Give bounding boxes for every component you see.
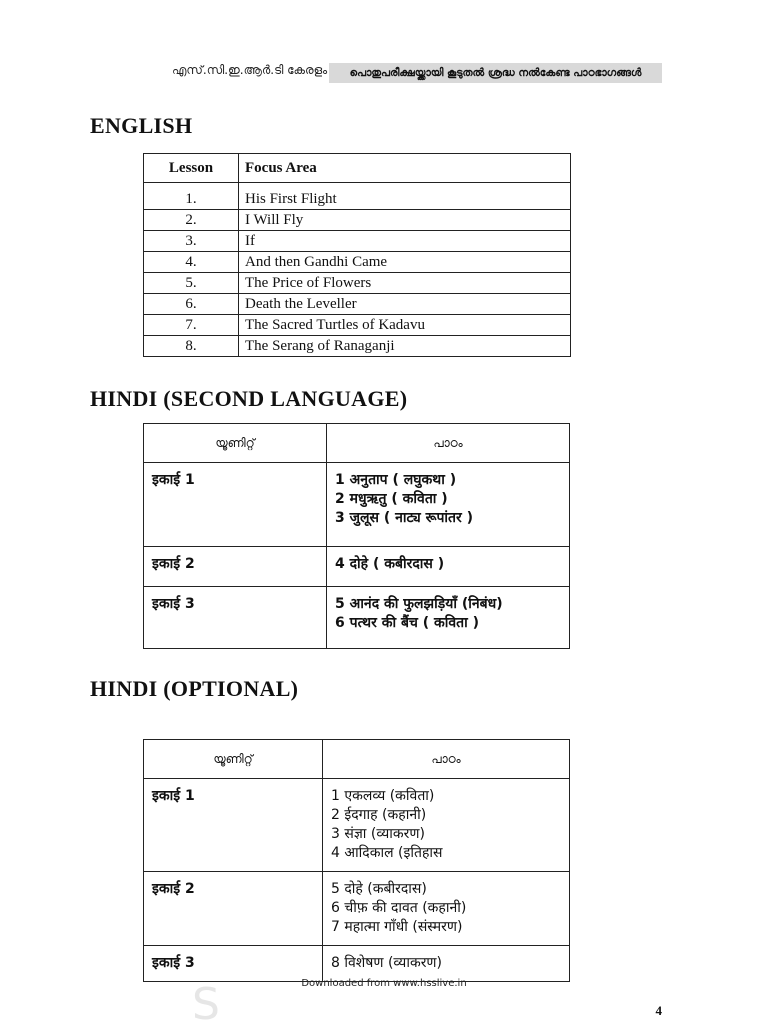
hindi-optional-col-unit: യൂണിറ്റ് xyxy=(144,740,323,779)
unit-lessons xyxy=(327,587,570,649)
table-row xyxy=(144,547,570,587)
lesson-title: I Will Fly xyxy=(239,210,571,231)
table-row xyxy=(144,183,571,210)
lesson-item: 6 पत्थर की बैंच ( कविता ) xyxy=(335,615,480,631)
table-row xyxy=(144,252,571,273)
unit-label: इकाई 3 xyxy=(144,587,327,649)
hindi-second-heading: HINDI (SECOND LANGUAGE) xyxy=(90,386,408,411)
footer-source: Downloaded from www.hsslive.in xyxy=(301,978,467,989)
english-heading: ENGLISH xyxy=(90,113,193,138)
table-row xyxy=(144,779,570,872)
english-col-lesson: Lesson xyxy=(144,154,239,183)
hindi-optional-table xyxy=(143,739,570,982)
lesson-title: The Price of Flowers xyxy=(239,273,571,294)
table-row xyxy=(144,336,571,357)
lesson-number: 5. xyxy=(144,273,239,294)
lesson-item: 4 आदिकाल (इतिहास xyxy=(331,845,443,861)
lesson-item: 3 जुलूस ( नाट्य रूपांतर ) xyxy=(335,510,474,526)
lesson-item: 1 एकलव्य (कविता) xyxy=(331,788,435,804)
table-row xyxy=(144,294,571,315)
unit-label: इकाई 2 xyxy=(144,547,327,587)
lesson-title: If xyxy=(239,231,571,252)
lesson-number: 6. xyxy=(144,294,239,315)
unit-lessons xyxy=(323,779,570,872)
lesson-title: The Sacred Turtles of Kadavu xyxy=(239,315,571,336)
lesson-item: 5 आनंद की फुलझड़ियाँ (निबंध) xyxy=(335,596,503,612)
lesson-item: 5 दोहे (कबीरदास) xyxy=(331,881,427,897)
lesson-item: 6 चीफ़ की दावत (कहानी) xyxy=(331,900,467,916)
lesson-item: 1 अनुताप ( लघुकथा ) xyxy=(335,472,457,488)
lesson-title: And then Gandhi Came xyxy=(239,252,571,273)
unit-label: इकाई 1 xyxy=(144,779,323,872)
unit-lessons xyxy=(327,463,570,547)
unit-label: इकाई 1 xyxy=(144,463,327,547)
header-title: പൊതുപരീക്ഷയ്ക്കായി കൂടുതൽ ശ്രദ്ധ നൽകേണ്ട പാഠഭാഗങ്ങൾ xyxy=(329,63,662,83)
table-row xyxy=(144,231,571,252)
lesson-item: 7 महात्मा गाँधी (संस्मरण) xyxy=(331,919,463,935)
hindi-second-col-lesson: പാഠം xyxy=(327,424,570,463)
lesson-title: His First Flight xyxy=(239,183,571,210)
page-number: 4 xyxy=(655,1003,662,1018)
table-row xyxy=(144,587,570,649)
lesson-number: 7. xyxy=(144,315,239,336)
english-col-focus: Focus Area xyxy=(239,154,571,183)
english-table xyxy=(143,153,571,357)
hindi-second-table xyxy=(143,423,570,649)
hindi-optional-col-lesson: പാഠം xyxy=(323,740,570,779)
table-row xyxy=(144,210,571,231)
lesson-item: 2 ईदगाह (कहानी) xyxy=(331,807,427,823)
hindi-optional-heading: HINDI (OPTIONAL) xyxy=(90,676,299,701)
table-row xyxy=(144,273,571,294)
lesson-number: 3. xyxy=(144,231,239,252)
table-row xyxy=(144,315,571,336)
table-row xyxy=(144,872,570,946)
lesson-item: 8 विशेषण (व्याकरण) xyxy=(331,955,443,971)
unit-label: इकाई 3 xyxy=(144,946,323,982)
lesson-number: 8. xyxy=(144,336,239,357)
hindi-second-col-unit: യൂണിറ്റ് xyxy=(144,424,327,463)
table-row xyxy=(144,463,570,547)
lesson-number: 4. xyxy=(144,252,239,273)
unit-lessons xyxy=(323,872,570,946)
unit-label: इकाई 2 xyxy=(144,872,323,946)
watermark-logo: S xyxy=(192,979,220,1030)
lesson-title: The Serang of Ranaganji xyxy=(239,336,571,357)
unit-lessons xyxy=(327,547,570,587)
lesson-number: 2. xyxy=(144,210,239,231)
lesson-number: 1. xyxy=(144,183,239,210)
unit-lessons xyxy=(323,946,570,982)
lesson-item: 2 मधुऋतु ( कविता ) xyxy=(335,491,448,507)
lesson-title: Death the Leveller xyxy=(239,294,571,315)
header-publisher: എസ്.സി.ഇ.ആർ.ടി കേരളം xyxy=(172,63,328,77)
lesson-item: 3 संज्ञा (व्याकरण) xyxy=(331,826,425,842)
table-row xyxy=(144,946,570,982)
lesson-item: 4 दोहे ( कबीरदास ) xyxy=(335,556,445,572)
